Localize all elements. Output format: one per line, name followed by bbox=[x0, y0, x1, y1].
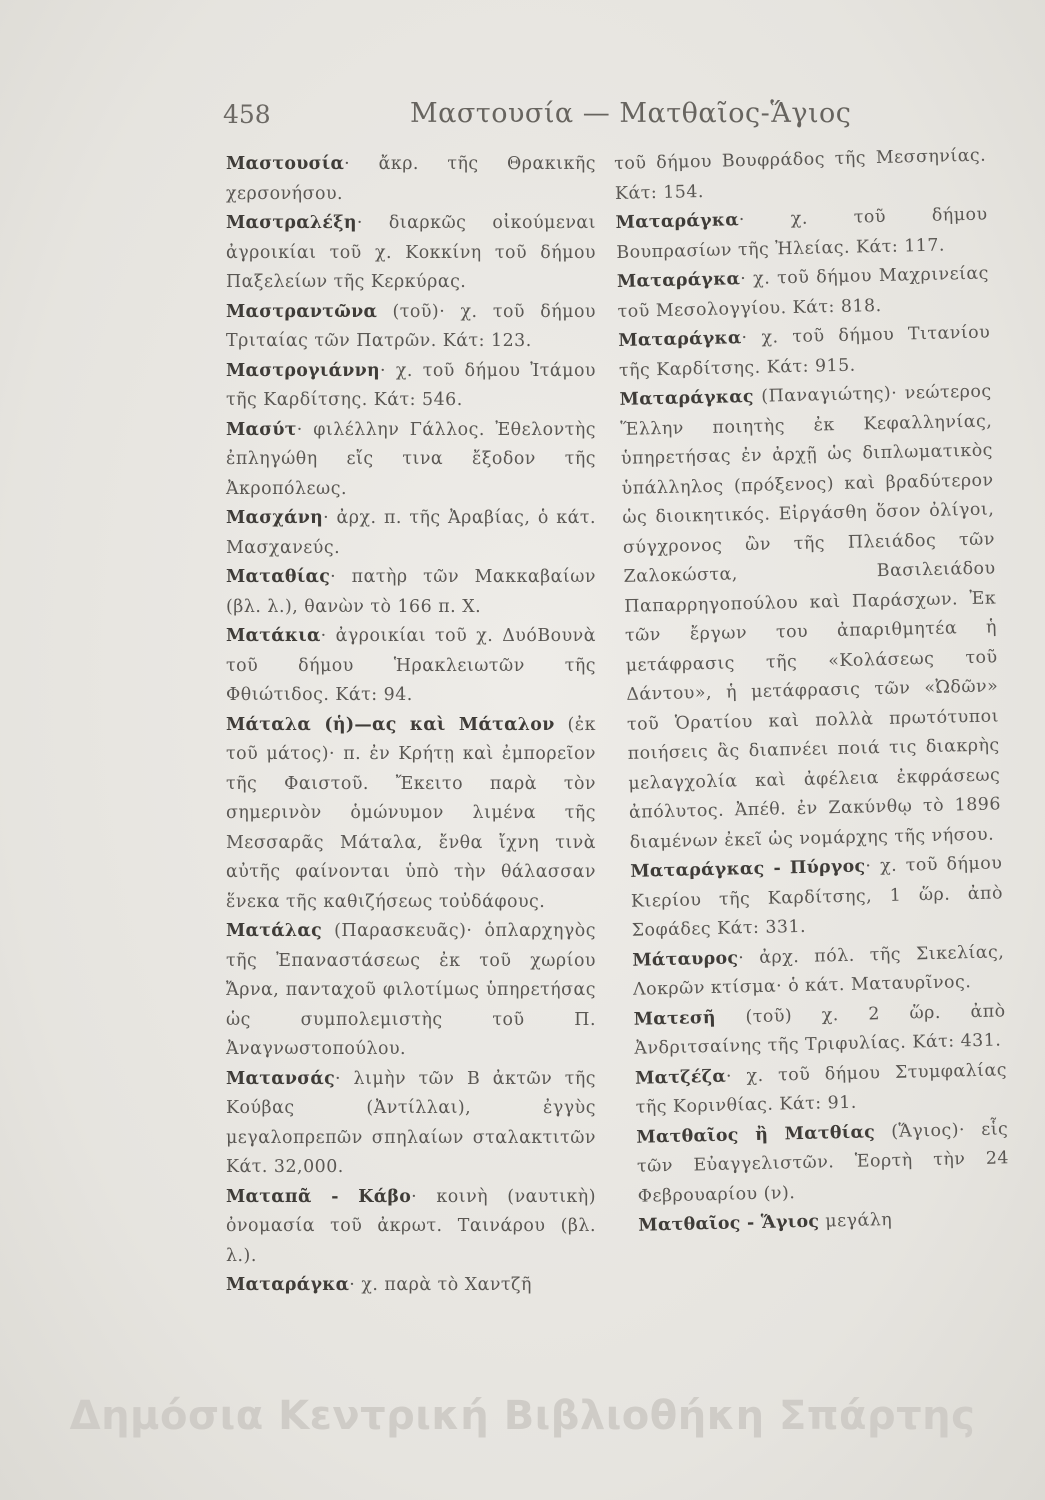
entry-text: · ἄκρ. τῆς Θρακικῆς χερσονήσου. bbox=[226, 154, 596, 204]
dictionary-entry bbox=[619, 377, 1002, 857]
dictionary-entry bbox=[226, 1271, 596, 1301]
entry-headword: Ματαράγκας - Πύργος bbox=[630, 856, 866, 882]
dictionary-entry bbox=[617, 260, 990, 327]
entry-text: τοῦ δήμου Βουφράδος τῆς Μεσσηνίας. Κάτ: 154. bbox=[614, 145, 987, 204]
entry-headword: Ματαράγκας bbox=[619, 386, 755, 410]
entry-text: · χ. τοῦ δήμου Τιτανίου τῆς Καρδίτσης. Κάτ: 915. bbox=[618, 322, 991, 381]
entry-headword: Ματανσάς bbox=[226, 1068, 335, 1089]
entry-headword: Ματθαῖος ἢ Ματθίας bbox=[636, 1121, 876, 1148]
dictionary-entry bbox=[226, 209, 596, 298]
dictionary-entry bbox=[226, 1183, 596, 1272]
entry-text: · κοινὴ (ναυτικὴ) ὀνομασία τοῦ ἀκρωτ. Ταινάρου (βλ. λ.). bbox=[226, 1186, 596, 1266]
page-number: 458 bbox=[223, 100, 271, 129]
entry-headword: Ματαράγκα bbox=[616, 269, 741, 292]
entry-text: · διαρκῶς οἰκούμεναι ἀγροικίαι τοῦ χ. Κοκκίνη τοῦ δήμου Παξελείων τῆς Κερκύρας. bbox=[226, 213, 596, 292]
dictionary-entry bbox=[226, 711, 596, 918]
entry-text: · λιμὴν τῶν Β ἀκτῶν τῆς Κούβας (Ἀντίλλαι), ἐγγὺς μεγαλοπρεπῶν σπηλαίων σταλακτιτῶν Κάτ. 32,000. bbox=[226, 1068, 596, 1177]
entry-text: · χ. παρὰ τὸ Χαντζῆ bbox=[349, 1275, 532, 1295]
dictionary-entry bbox=[630, 849, 1004, 946]
dictionary-entry bbox=[226, 150, 596, 209]
entry-text: · ἀρχ. πόλ. τῆς Σικελίας, Λοκρῶν κτίσμα· ὁ κάτ. Ματαυρῖνος. bbox=[632, 941, 1005, 1000]
entry-headword: Μαστραντῶνα bbox=[226, 301, 378, 322]
entry-text: (ἐκ τοῦ μάτος)· π. ἐν Κρήτῃ καὶ ἐμπορεῖον τῆς Φαιστοῦ. Ἔκειτο παρὰ τὸν σημερινὸν ὁμώνυμον λιμένα τῆς Μεσσαρᾶς Μάταλα, ἔνθα ἴχνη τινὰ αὐτῆς φαίνονται ὑπὸ τὴν θάλασσαν ἕνεκα τῆς καθιζήσεως τοὐδάφους. bbox=[226, 714, 597, 912]
dictionary-entry bbox=[226, 416, 596, 505]
entry-headword: Μαστρογιάννη bbox=[226, 360, 380, 381]
entry-text: · χ. τοῦ δήμου Μαχρινείας τοῦ Μεσολογγίου. Κάτ: 818. bbox=[617, 263, 990, 322]
right-column bbox=[614, 142, 1011, 1242]
entry-headword: Ματθαῖος - Ἅγιος bbox=[638, 1211, 820, 1236]
entry-headword: Ματάκια bbox=[226, 626, 321, 646]
entry-headword: Μάταλα (ἡ)—ας καὶ Μάταλον bbox=[226, 714, 555, 735]
entry-text: · ἀγροικίαι τοῦ χ. ΔυόΒουνὰ τοῦ δήμου Ἡρακλειωτῶν τῆς Φθιώτιδος. Κάτ: 94. bbox=[226, 626, 596, 705]
dictionary-entry bbox=[226, 298, 596, 357]
entry-text: (Παρασκευᾶς)· ὁπλαρχηγὸς τῆς Ἐπαναστάσεως ἐκ τοῦ χωρίου Ἄρνα, πανταχοῦ φιλοτίμως ὑπηρετήσας ὡς συμπολεμιστὴς τοῦ Π. Ἀναγνωστοπούλου. bbox=[226, 921, 596, 1059]
dictionary-entry bbox=[618, 319, 991, 386]
dictionary-entry bbox=[633, 997, 1006, 1064]
entry-text: · χ. τοῦ δήμου Ἰτάμου τῆς Καρδίτσης. Κάτ: 546. bbox=[226, 360, 596, 410]
entry-text: μεγάλη bbox=[819, 1209, 893, 1232]
entry-headword: Μαστραλέξη bbox=[226, 213, 357, 233]
dictionary-entry bbox=[226, 563, 596, 622]
entry-headword: Μασχάνη bbox=[226, 508, 324, 528]
entry-text: (Ἅγιος)· εἷς τῶν Εὐαγγελιστῶν. Ἑορτὴ τὴν 24 Φεβρουαρίου (ν). bbox=[636, 1118, 1010, 1207]
library-watermark: Δημόσια Κεντρική Βιβλιοθήκη Σπάρτης bbox=[69, 1393, 976, 1439]
dictionary-entry bbox=[226, 357, 596, 416]
entry-text: · χ. τοῦ δήμου Στυμφαλίας τῆς Κορινθίας. Κάτ: 91. bbox=[635, 1059, 1008, 1118]
entry-headword: Ματαράγκα bbox=[615, 210, 740, 233]
entry-headword: Ματαράγκα bbox=[618, 328, 742, 351]
entry-headword: Ματζέζα bbox=[634, 1066, 727, 1089]
dictionary-entry bbox=[614, 142, 987, 209]
entry-text: (Παναγιώτης)· νεώτερος Ἕλλην ποιητὴς ἐκ Κεφαλληνίας, ὑπηρετήσας ἐν ἀρχῇ ὡς διπλωματικὸς ὑπάλληλος (πρόξενος) καὶ βραδύτερον ὡς διοικητικός. Εἰργάσθη ὅσον ὀλίγοι, σύγχρονος ὢν τῆς Πλειάδος τῶν Ζαλοκώστα, Βασιλειάδου Παπαρρηγοπούλου καὶ Παράσχων. Ἐκ τῶν ἔργων του ἀπαριθμητέα ἡ μετάφρασις τῆς «Κολάσεως τοῦ Δάντου», ἡ μετάφρασις τῶν «Ὠδῶν» τοῦ Ὁρατίου καὶ πολλὰ πρωτότυποι ποιήσεις ἃς διαπνέει ποιά τις διακρὴς μελαγχολία καὶ ἀφέλεια ἐκφράσεως ἀπόλυτος. Ἀπέθ. ἐν Ζακύνθῳ τὸ 1896 διαμένων ἐκεῖ ὡς νομάρχης τῆς νήσου. bbox=[620, 381, 1002, 853]
entry-text: (τοῦ)· χ. τοῦ δήμου Τριταίας τῶν Πατρῶν. Κάτ: 123. bbox=[226, 301, 596, 351]
dictionary-entry bbox=[636, 1115, 1010, 1212]
entry-headword: Μάταυρος bbox=[632, 947, 739, 971]
dictionary-entry bbox=[632, 938, 1005, 1005]
entry-text: · φιλέλλην Γάλλος. Ἐθελοντὴς ἐπληγώθη εἴς τινα ἔξοδον τῆς Ἀκροπόλεως. bbox=[226, 419, 596, 499]
entry-headword: Ματαθίας bbox=[226, 567, 331, 587]
entry-text: (τοῦ) χ. 2 ὥρ. ἀπὸ Ἀνδριτσαίνης τῆς Τριφυλίας. Κάτ: 431. bbox=[634, 1000, 1006, 1059]
dictionary-entry bbox=[226, 1065, 596, 1183]
dictionary-entry bbox=[615, 201, 988, 268]
dictionary-entry bbox=[226, 917, 596, 1065]
entry-text: · χ. τοῦ δήμου Κιερίου τῆς Καρδίτσης, 1 ὥρ. ἀπὸ Σοφάδες Κάτ: 331. bbox=[630, 853, 1004, 941]
dictionary-entry bbox=[226, 622, 596, 711]
entry-headword: Μαστουσία bbox=[226, 154, 345, 174]
entry-headword: Ματαράγκα bbox=[226, 1275, 350, 1295]
entry-text: · ἀρχ. π. τῆς Ἀραβίας, ὁ κάτ. Μασχανεύς. bbox=[226, 508, 596, 558]
left-column bbox=[226, 150, 596, 1301]
entry-headword: Ματαπᾶ - Κάβο bbox=[226, 1186, 412, 1207]
entry-headword: Μασύτ bbox=[226, 419, 297, 440]
running-head: Μαστουσία — Ματθαῖος-Ἅγιος bbox=[410, 98, 852, 129]
dictionary-entry bbox=[635, 1056, 1008, 1123]
entry-text: · χ. τοῦ δήμου Βουπρασίων τῆς Ἠλείας. Κάτ: 117. bbox=[616, 204, 988, 263]
entry-headword: Ματάλας bbox=[226, 921, 322, 941]
entry-headword: Ματεσῆ bbox=[633, 1007, 717, 1030]
entry-text: · πατὴρ τῶν Μακκαβαίων (βλ. λ.), θανὼν τὸ 166 π. Χ. bbox=[226, 567, 596, 617]
dictionary-entry bbox=[226, 504, 596, 563]
